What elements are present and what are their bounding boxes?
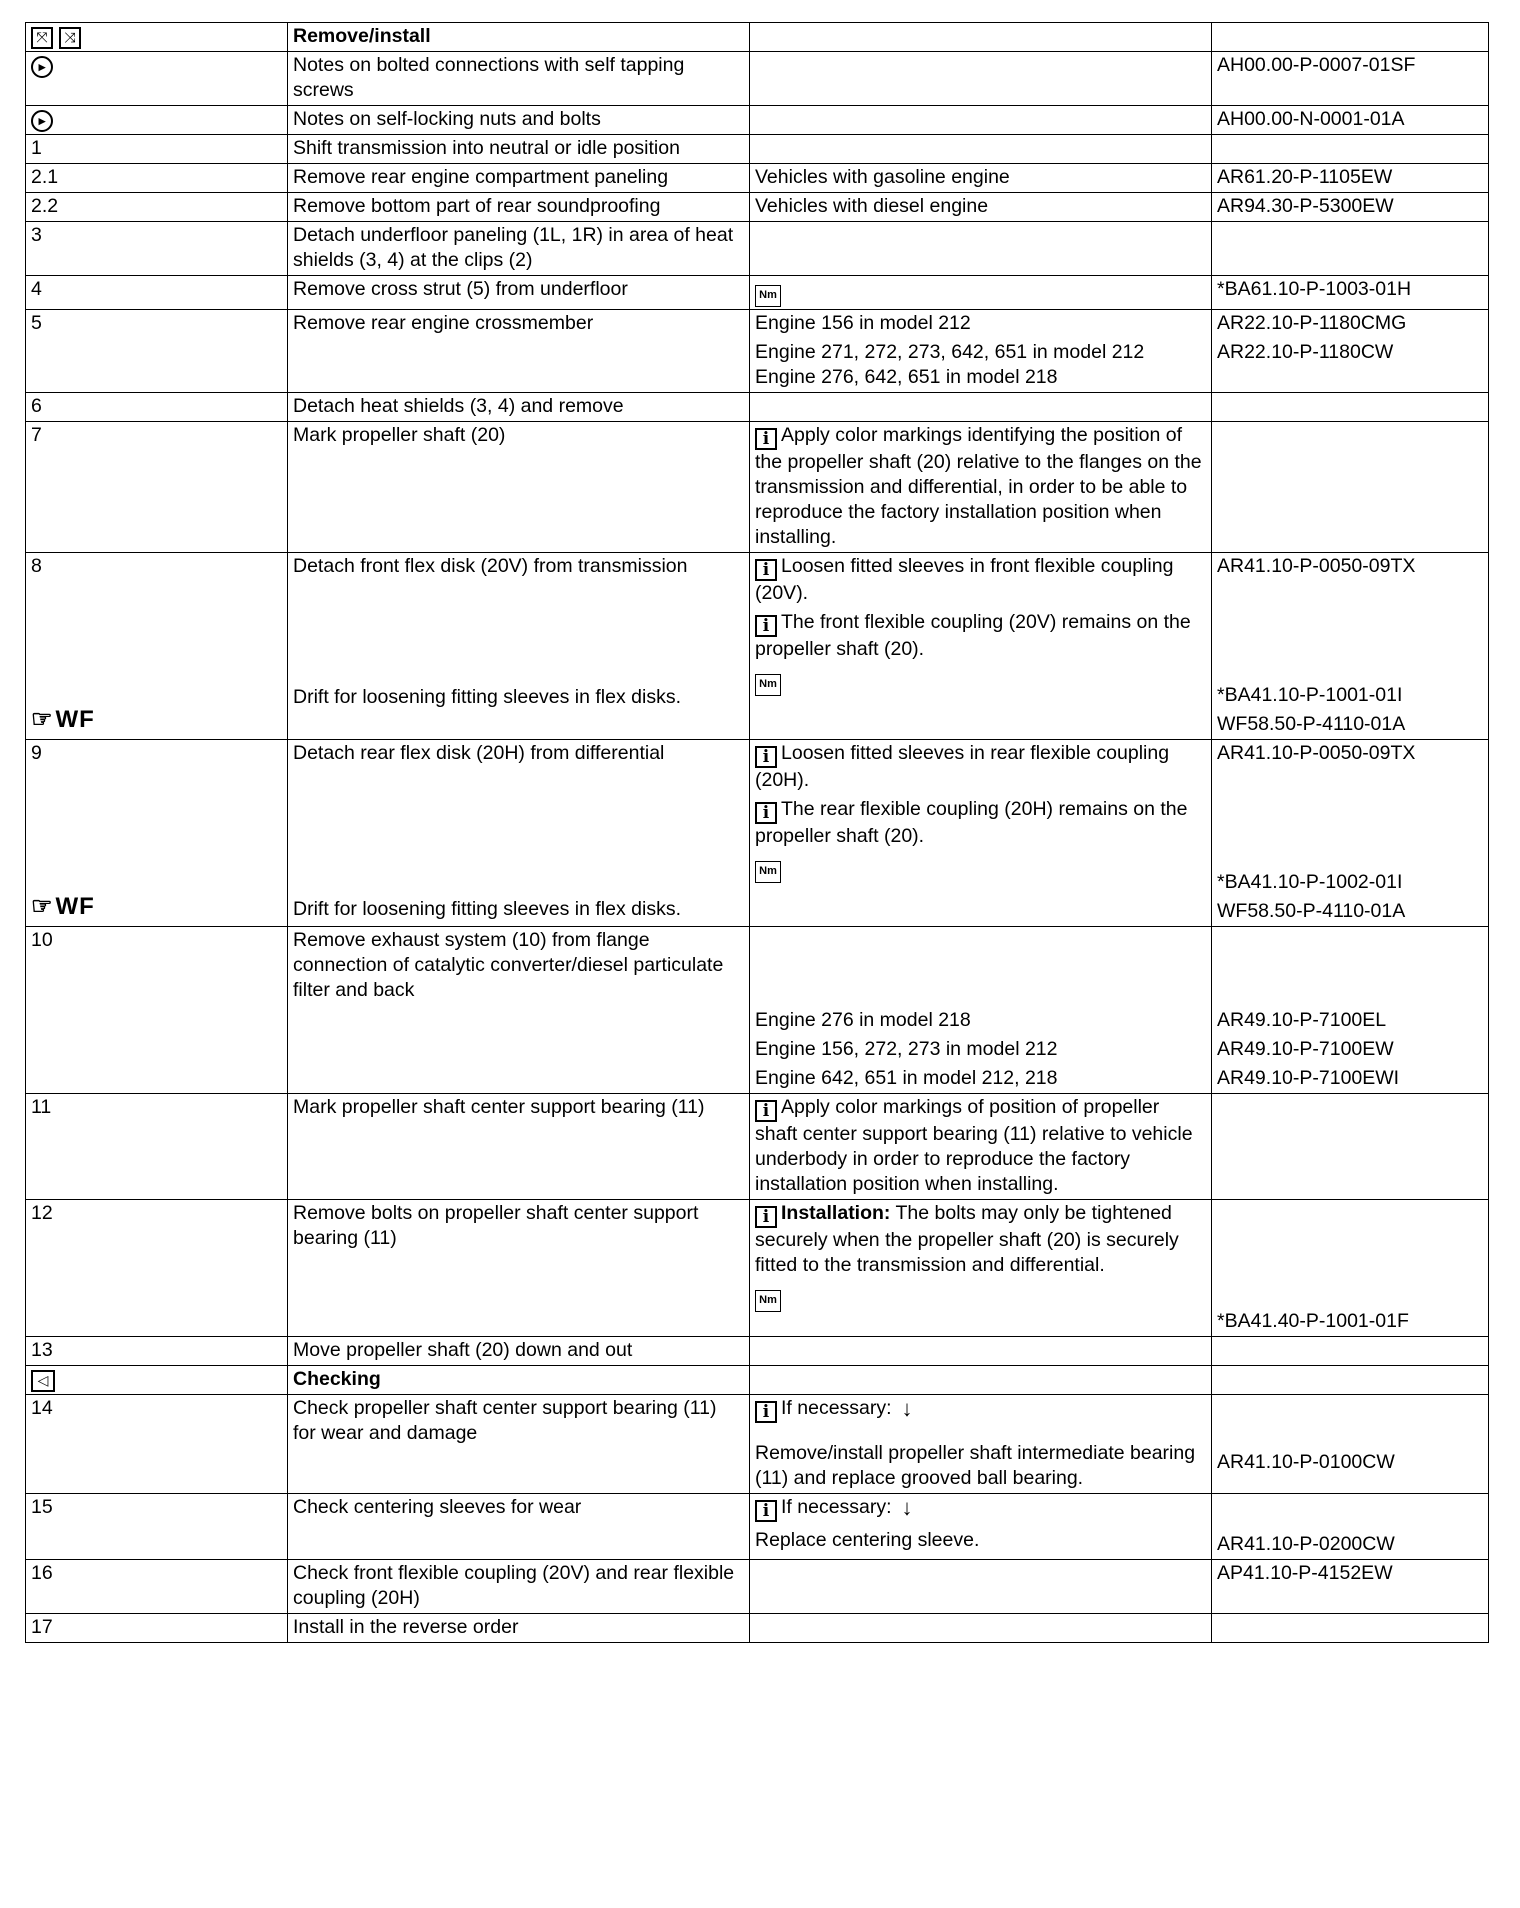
step-action: Mark propeller shaft (20) (288, 422, 750, 553)
torque-nm-icon: Nm (755, 1290, 781, 1312)
step-ref-link[interactable]: AR41.10-P-0050-09TX (1217, 555, 1416, 577)
tool-description: Drift for loosening fitting sleeves in flex disks. (293, 686, 682, 708)
step-row (26, 1395, 1489, 1494)
sub-step: Remove/install propeller shaft intermediate bearing (11) and replace grooved ball bearing. (755, 1442, 1196, 1489)
step-ref-link[interactable]: AR22.10-P-1180CMG (1217, 312, 1407, 334)
info-icon: i (755, 1500, 777, 1522)
info-icon: i (755, 615, 777, 637)
step-action: Remove rear engine compartment paneling (288, 164, 750, 193)
step-ref-link[interactable]: AR49.10-P-7100EL (1217, 1009, 1387, 1031)
collapse-icon: ⤨ (59, 27, 81, 49)
step-row (26, 1337, 1489, 1366)
step-number: 11 (26, 1094, 288, 1200)
note-row (26, 52, 1489, 106)
step-number: 7 (26, 422, 288, 553)
step-number: 1 (26, 135, 288, 164)
note-text: Notes on self-locking nuts and bolts (288, 106, 750, 135)
step-condition: Engine 276 in model 218 (755, 1009, 971, 1031)
step-row (26, 135, 1489, 164)
step-number: 15 (26, 1494, 288, 1560)
tool-ref-link[interactable]: WF58.50-P-4110-01A (1217, 713, 1406, 735)
tool-description: Drift for loosening fitting sleeves in flex disks. (293, 898, 682, 920)
step-number: 14 (26, 1395, 288, 1494)
checking-header-row (26, 1366, 1489, 1395)
step-action: Remove bolts on propeller shaft center support bearing (11) (288, 1200, 750, 1337)
info-note: Apply color markings of position of propeller shaft center support bearing (11) relative to vehicle underbody in order to reproduce the factory installation position when installing. (755, 1096, 1193, 1195)
checking-title: Checking (288, 1366, 750, 1395)
step-ref-link[interactable]: AR49.10-P-7100EWI (1217, 1067, 1400, 1089)
step-row (26, 193, 1489, 222)
note-ref-link[interactable]: AH00.00-N-0001-01A (1212, 106, 1489, 135)
notes-circle-icon: ▸ (31, 56, 53, 78)
step-ref-link[interactable]: AP41.10-P-4152EW (1212, 1560, 1489, 1614)
step-ref-link[interactable]: *BA61.10-P-1003-01H (1212, 276, 1489, 310)
step-action: Check propeller shaft center support bearing (11) for wear and damage (288, 1395, 750, 1494)
info-icon: i (755, 428, 777, 450)
info-note: If necessary: (781, 1496, 892, 1518)
step-action: Remove cross strut (5) from underfloor (288, 276, 750, 310)
step-row (26, 1560, 1489, 1614)
step-action: Detach front flex disk (20V) from transmission (293, 555, 688, 577)
down-arrow-icon: ↓ (901, 1495, 913, 1520)
step-row (26, 1494, 1489, 1560)
step-row (26, 927, 1489, 1094)
info-icon: i (755, 746, 777, 768)
step-condition: Vehicles with gasoline engine (750, 164, 1212, 193)
step-row (26, 740, 1489, 927)
step-condition: Vehicles with diesel engine (750, 193, 1212, 222)
step-ref-link[interactable]: AR41.10-P-0050-09TX (1217, 742, 1416, 764)
procedure-table (25, 22, 1489, 1643)
hand-pointer-icon: ☞ (31, 893, 54, 920)
note-text: Notes on bolted connections with self tapping screws (288, 52, 750, 106)
torque-nm-icon: Nm (755, 285, 781, 307)
torque-nm-icon: Nm (755, 861, 781, 883)
tool-ref-link[interactable]: WF58.50-P-4110-01A (1217, 900, 1406, 922)
step-number: 16 (26, 1560, 288, 1614)
info-icon: i (755, 559, 777, 581)
down-arrow-icon: ↓ (901, 1396, 913, 1421)
info-note: Loosen fitted sleeves in front flexible coupling (20V). (755, 555, 1174, 604)
step-row (26, 1614, 1489, 1643)
step-row (26, 310, 1489, 393)
step-action: Detach underfloor paneling (1L, 1R) in area of heat shields (3, 4) at the clips (2) (288, 222, 750, 276)
notes-circle-icon: ▸ (31, 110, 53, 132)
step-number: 10 (26, 927, 288, 1094)
step-row (26, 276, 1489, 310)
info-note: If necessary: (781, 1397, 892, 1419)
step-row (26, 222, 1489, 276)
info-note: The bolts may only be tightened securely when the propeller shaft (20) is securely fitted to the transmission and differential. (755, 1202, 1179, 1276)
info-icon: i (755, 802, 777, 824)
sub-step: Replace centering sleeve. (755, 1529, 980, 1551)
info-note: Apply color markings identifying the position of the propeller shaft (20) relative to the flanges on the transmission and differential, in order to be able to reproduce the factory installation position when installing. (755, 424, 1202, 548)
step-action: Detach rear flex disk (20H) from differential (293, 742, 665, 764)
step-condition: Engine 271, 272, 273, 642, 651 in model 212 (755, 341, 1145, 363)
workshop-tool-label: WF (55, 706, 95, 733)
torque-ref-link[interactable]: *BA41.10-P-1002-01I (1217, 871, 1403, 893)
step-ref-link[interactable]: AR61.20-P-1105EW (1212, 164, 1489, 193)
step-number: 12 (26, 1200, 288, 1337)
step-number: 4 (26, 276, 288, 310)
step-number: 5 (26, 310, 288, 393)
step-row (26, 1200, 1489, 1337)
info-note: The rear flexible coupling (20H) remains on the propeller shaft (20). (755, 798, 1188, 847)
step-row (26, 164, 1489, 193)
info-note: Loosen fitted sleeves in rear flexible coupling (20H). (755, 742, 1170, 791)
step-number: 2.1 (26, 164, 288, 193)
step-number: 17 (26, 1614, 288, 1643)
step-action: Check front flexible coupling (20V) and rear flexible coupling (20H) (288, 1560, 750, 1614)
step-action: Check centering sleeves for wear (288, 1494, 750, 1560)
step-action: Mark propeller shaft center support bearing (11) (288, 1094, 750, 1200)
step-ref-link[interactable]: AR22.10-P-1180CW (1217, 341, 1394, 363)
step-row (26, 553, 1489, 740)
step-number: 2.2 (26, 193, 288, 222)
step-number: 8 (31, 555, 42, 577)
step-number: 6 (26, 393, 288, 422)
header-icons-cell (26, 23, 288, 52)
checking-icon: ◁ (31, 1370, 55, 1392)
section-title: Remove/install (288, 23, 750, 52)
torque-ref-link[interactable]: *BA41.40-P-1001-01F (1217, 1310, 1409, 1332)
step-ref-link[interactable]: AR41.10-P-0100CW (1217, 1451, 1395, 1473)
step-action: Detach heat shields (3, 4) and remove (288, 393, 750, 422)
info-note: The front flexible coupling (20V) remains on the propeller shaft (20). (755, 611, 1191, 660)
step-condition: Engine 156 in model 212 (755, 312, 971, 334)
step-ref-link[interactable]: AR41.10-P-0200CW (1217, 1533, 1395, 1555)
info-icon: i (755, 1401, 777, 1423)
info-icon: i (755, 1100, 777, 1122)
header-row (26, 23, 1489, 52)
torque-ref-link[interactable]: *BA41.10-P-1001-01I (1217, 684, 1403, 706)
step-ref-link[interactable]: AR94.30-P-5300EW (1212, 193, 1489, 222)
installation-label: Installation: (781, 1202, 891, 1224)
step-action: Remove bottom part of rear soundproofing (288, 193, 750, 222)
step-row (26, 1094, 1489, 1200)
step-action: Install in the reverse order (288, 1614, 750, 1643)
step-condition: Engine 156, 272, 273 in model 212 (755, 1038, 1058, 1060)
note-row (26, 106, 1489, 135)
step-action: Remove exhaust system (10) from flange connection of catalytic converter/diesel particulate filter and back (288, 927, 750, 1094)
workshop-tool-label: WF (55, 893, 95, 920)
step-action: Move propeller shaft (20) down and out (288, 1337, 750, 1366)
step-row (26, 393, 1489, 422)
step-number: 9 (31, 742, 42, 764)
step-row (26, 422, 1489, 553)
step-condition: Engine 642, 651 in model 212, 218 (755, 1067, 1058, 1089)
step-number: 13 (26, 1337, 288, 1366)
expand-icon: ⤧ (31, 27, 53, 49)
info-icon: i (755, 1206, 777, 1228)
torque-nm-icon: Nm (755, 674, 781, 696)
step-ref-link[interactable]: AR49.10-P-7100EW (1217, 1038, 1394, 1060)
note-ref-link[interactable]: AH00.00-P-0007-01SF (1212, 52, 1489, 106)
step-action: Remove rear engine crossmember (288, 310, 750, 393)
hand-pointer-icon: ☞ (31, 706, 54, 733)
step-action: Shift transmission into neutral or idle position (288, 135, 750, 164)
step-number: 3 (26, 222, 288, 276)
step-condition: Engine 276, 642, 651 in model 218 (755, 366, 1058, 388)
